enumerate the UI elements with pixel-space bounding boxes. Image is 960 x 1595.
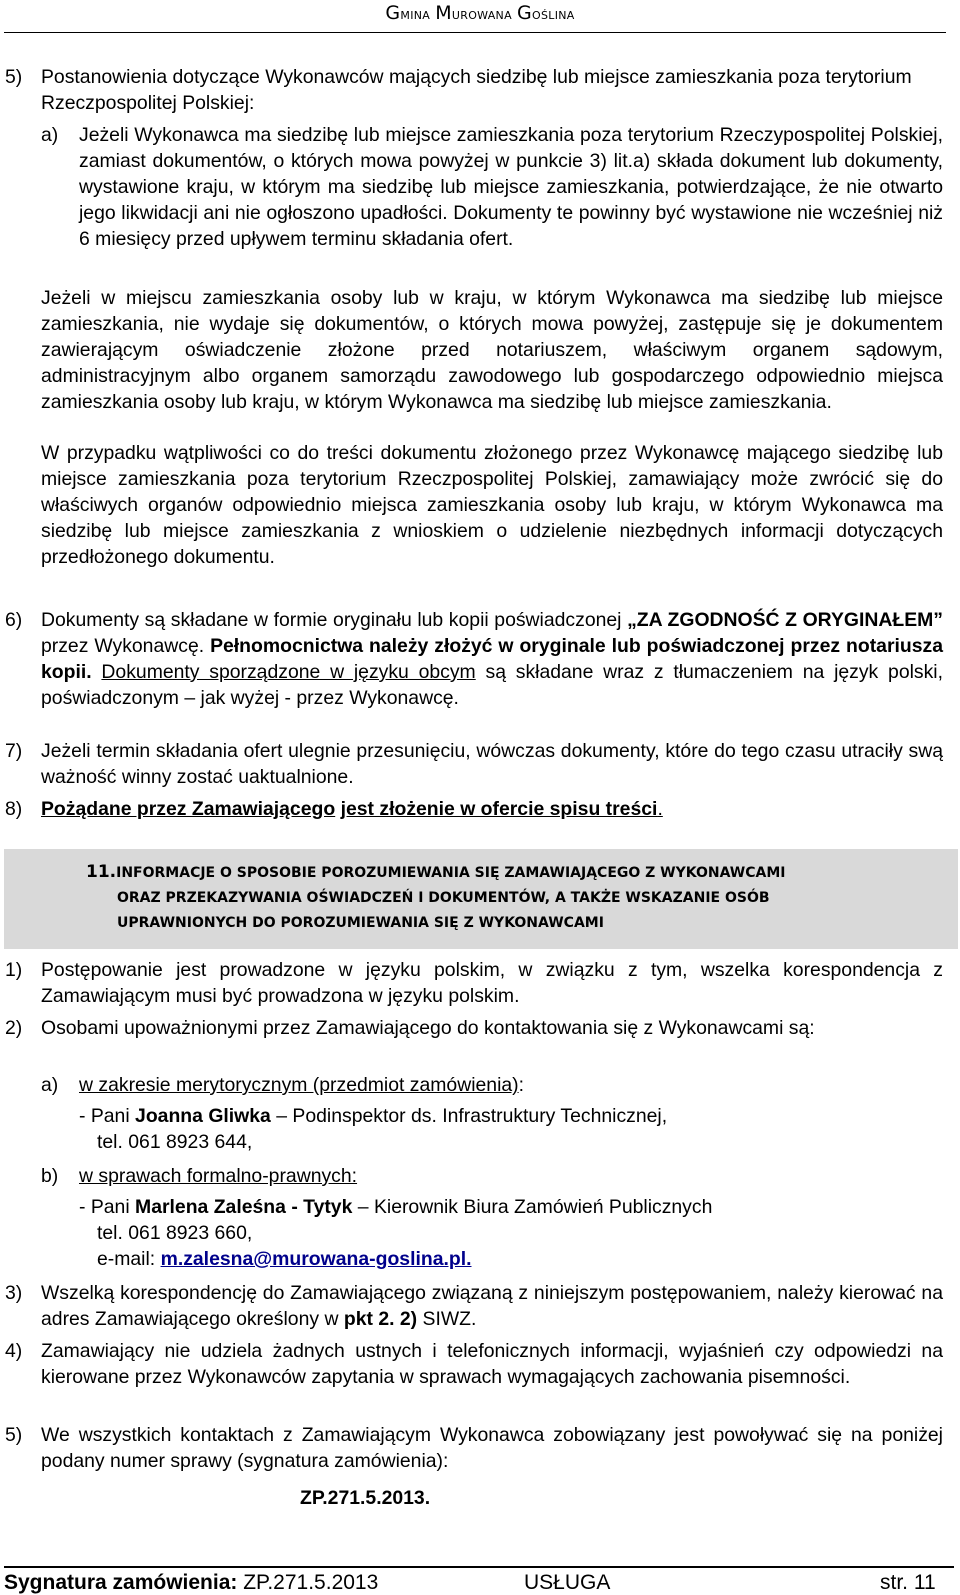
header-initial: G [517, 2, 533, 24]
item-number: 3) [5, 1282, 23, 1304]
email-link[interactable]: m.zalesna@murowana-goslina.pl. [160, 1248, 472, 1270]
section-heading [86, 860, 916, 936]
item-number: 5) [5, 1424, 23, 1446]
header-word: oślina [532, 5, 575, 23]
item-number: 8) [5, 798, 23, 820]
contact-b-person [79, 1194, 712, 1220]
text-span: - Pani [79, 1105, 136, 1127]
bold-underlined-span: Pożądane przez Zamawiającego [41, 798, 336, 820]
contact-name: Joanna Gliwka [135, 1105, 271, 1127]
underlined-span: w sprawach formalno-prawnych: [79, 1165, 358, 1187]
header-initial: M [435, 2, 452, 24]
footer-label: Sygnatura zamówienia: [4, 1571, 238, 1594]
section-heading-line: UPRAWNIONYCH DO POROZUMIEWANIA SIĘ Z WYKONAWCAMI [117, 915, 604, 931]
paragraph-s5: We wszystkich kontaktach z Zamawiającym Wykonawca zobowiązany jest powoływać się na poniżej podany numer sprawy (sygnatura zamówienia): [41, 1424, 943, 1472]
paragraph-5: Postanowienia dotyczące Wykonawców mających siedzibę lub miejsce zamieszkania poza terytorium Rzeczpospolitej Polskiej: [41, 66, 912, 114]
text-span: SIWZ. [417, 1308, 477, 1330]
header-word: urowana [451, 5, 512, 23]
contact-b-email [97, 1246, 472, 1272]
text-span: Dokumenty są składane w formie oryginału lub kopii poświadczonej [41, 609, 628, 631]
text-span: są składane wraz z tłumaczeniem na język polski, poświadczonym – jak wyżej - przez Wykonawcę. [41, 661, 943, 709]
item-number: 2) [5, 1017, 23, 1039]
section-heading-line [86, 860, 916, 886]
paragraph-s2: Osobami upoważnionymi przez Zamawiającego do kontaktowania się z Wykonawcami są: [41, 1017, 815, 1039]
page-footer [4, 1566, 954, 1594]
case-reference: ZP.271.5.2013. [300, 1487, 431, 1509]
text-span: e-mail: [97, 1248, 161, 1270]
text-span: - Pani [79, 1196, 136, 1218]
contact-a-title [79, 1072, 524, 1098]
header-initial: G [385, 2, 401, 24]
header-rule [4, 32, 946, 33]
item-number: 7) [5, 740, 23, 762]
bold-underlined-span: jest złożenie w ofercie spisu treści [340, 798, 658, 820]
paragraph-5b: Jeżeli w miejscu zamieszkania osoby lub w kraju, w którym Wykonawca ma siedzibę lub miejsce zamieszkania, nie wydaje się dokumentów, o których mowa powyżej, zastępuje się je dokumentem zawierającym oświadczenie złożone przed notariuszem, właściwym organem sądowym, administracyjnym albo organem samorządu zawodowego lub gospodarczego odpowiednio miejsca zamieszkania osoby lub kraju, w którym Wykonawca ma siedzibę lub miejsce zamieszkania. [41, 287, 943, 413]
page-header [0, 0, 960, 38]
section-heading-line: ORAZ PRZEKAZYWANIA OŚWIADCZEŃ I DOKUMENTÓW, A TAKŻE WSKAZANIE OSÓB [117, 890, 770, 906]
footer-signature [4, 1571, 378, 1595]
contact-a-person [79, 1103, 667, 1129]
contact-b-phone: tel. 061 8923 660, [97, 1222, 253, 1244]
item-number: 5) [5, 66, 23, 88]
footer-type: USŁUGA [524, 1571, 611, 1594]
paragraph-s4: Zamawiający nie udziela żadnych ustnych i telefonicznych informacji, wyjaśnień czy odpowiedzi na kierowane przez Wykonawców zapytania w sprawach wymagających zachowania pisemności. [41, 1340, 943, 1388]
contact-name: Marlena Zaleśna - Tytyk [135, 1196, 353, 1218]
item-letter: b) [41, 1165, 59, 1187]
underlined-span: w zakresie merytorycznym (przedmiot zamówienia) [79, 1074, 519, 1096]
bold-span: Pełnomocnictwa należy złożyć w oryginale lub poświadczonej przez notariusza kopii. [41, 635, 944, 683]
underlined-span: Dokumenty sporządzone w języku obcym [101, 661, 476, 683]
contact-role: – Kierownik Biura Zamówień Publicznych [352, 1196, 713, 1218]
item-number: 4) [5, 1340, 23, 1362]
item-number: 6) [5, 609, 23, 631]
paragraph-7: Jeżeli termin składania ofert ulegnie przesunięciu, wówczas dokumenty, które do tego czasu utraciły swą ważność winny zostać uaktualnione. [41, 740, 943, 788]
paragraph-6 [41, 607, 943, 711]
footer-sig-value: ZP.271.5.2013 [237, 1571, 379, 1594]
header-title [0, 2, 960, 24]
item-number: 1) [5, 959, 23, 981]
footer-page-number: str. 11 [880, 1571, 936, 1594]
contact-a-phone: tel. 061 8923 644, [97, 1131, 253, 1153]
text-span [92, 661, 102, 683]
item-letter: a) [41, 1074, 59, 1096]
contact-role: – Podinspektor ds. Infrastruktury Technicznej, [270, 1105, 668, 1127]
paragraph-s1: Postępowanie jest prowadzone w języku polskim, w związku z tym, wszelka korespondencja z Zamawiającym musi być prowadzona w języku polskim. [41, 959, 943, 1007]
text-span: . [657, 798, 663, 820]
paragraph-s3 [41, 1280, 943, 1332]
text-span: Wszelką korespondencję do Zamawiającego związaną z niniejszym postępowaniem, należy kierować na adres Zamawiającego określony w [41, 1282, 943, 1330]
paragraph-5a: Jeżeli Wykonawca ma siedzibę lub miejsce zamieszkania poza terytorium Rzeczypospolitej Polskiej, zamiast dokumentów, o których mowa powyżej w punkcie 3) lit.a) składa dokument lub dokumenty, wystawione kraju, w którym ma siedzibę lub miejsce zamieszkania, potwierdzające, że nie otwarto jego likwidacji ani nie ogłoszono upadłości. Dokumenty te powinny być wystawione nie wcześniej niż 6 miesięcy przed upływem terminu składania ofert. [79, 124, 943, 250]
text-span: przez Wykonawcę. [41, 635, 211, 657]
item-letter: a) [41, 124, 59, 146]
contact-b-title [79, 1163, 357, 1189]
text-span: : [518, 1074, 525, 1096]
bold-span: pkt 2. 2) [343, 1308, 418, 1330]
paragraph-5c: W przypadku wątpliwości co do treści dokumentu złożonego przez Wykonawcę mającego siedzibę lub miejsce zamieszkania poza terytorium Rzeczpospolitej Polskiej, zamawiający może zwrócić się do właściwych organów odpowiednio miejsca zamieszkania osoby lub kraju, w którym Wykonawca ma siedzibę lub miejsce zamieszkania z wnioskiem o udzielenie niezbędnych informacji dotyczących przedłożonego dokumentu. [41, 442, 943, 568]
header-word: mina [400, 5, 431, 23]
section-number: 11. [86, 862, 117, 882]
bold-span: „ZA ZGODNOŚĆ Z ORYGINAŁEM” [627, 609, 943, 631]
section-title: INFORMACJE O SPOSOBIE POROZUMIEWANIA SIĘ ZAMAWIAJĄCEGO Z WYKONAWCAMI [116, 865, 786, 881]
paragraph-8 [41, 796, 943, 822]
